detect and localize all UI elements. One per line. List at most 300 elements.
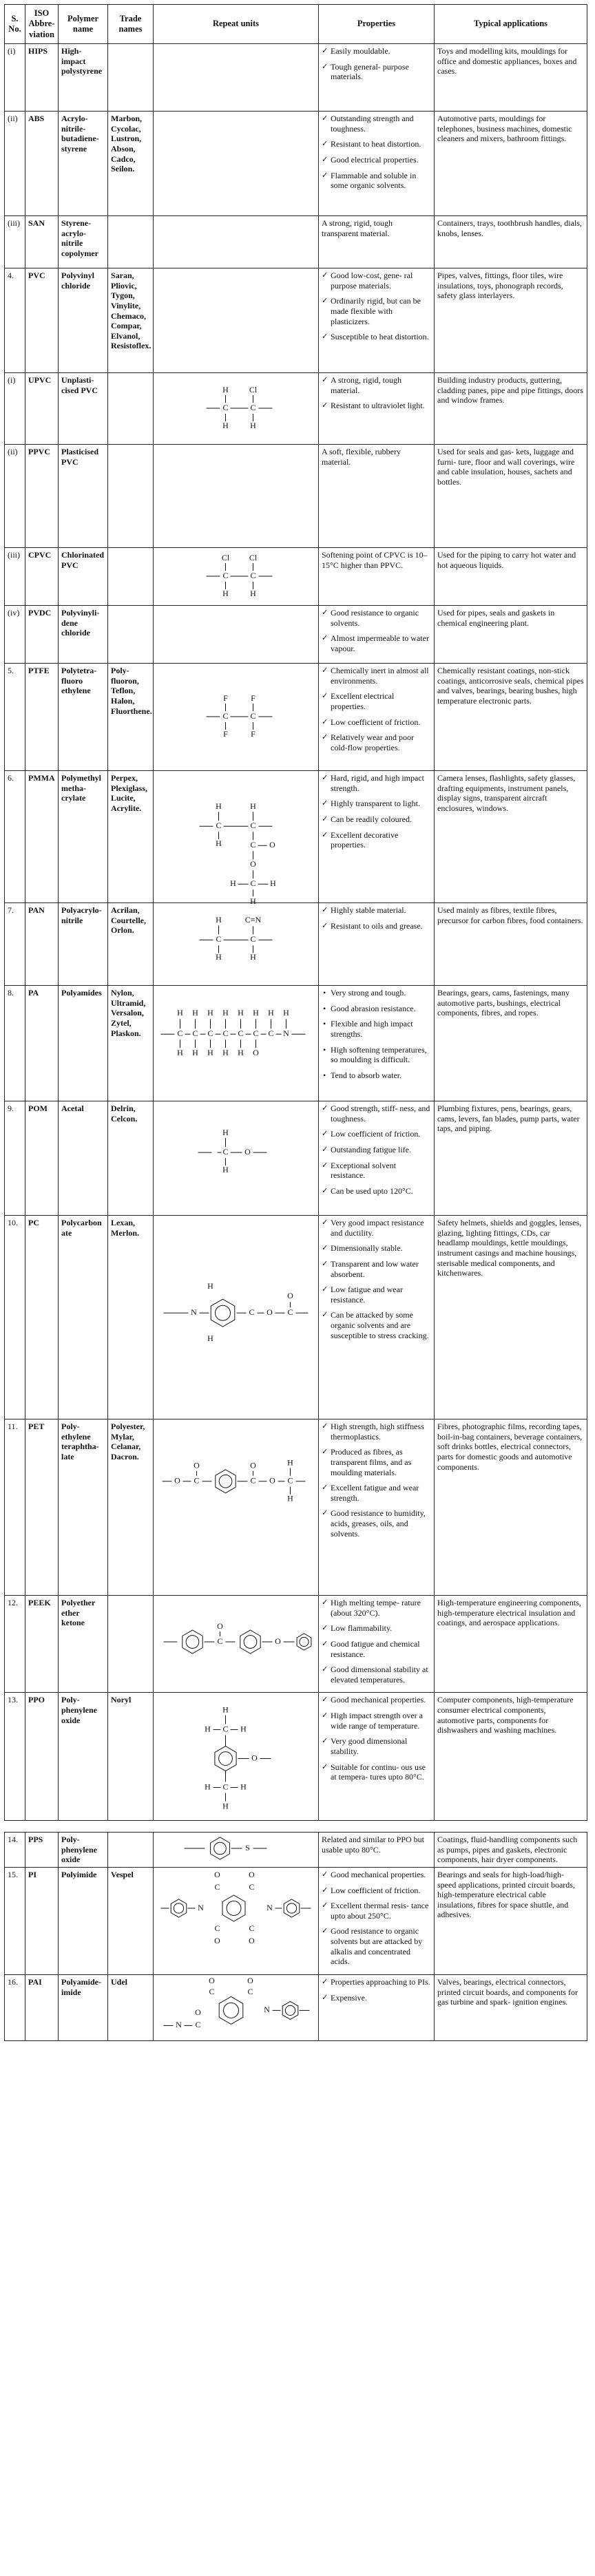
repeat-unit-cell [154, 1974, 319, 2040]
sno-cell: (iv) [5, 606, 25, 664]
table-row [5, 1693, 587, 1821]
atom-label: O [269, 1475, 275, 1486]
applications-cell: Building industry products, guttering, cladding panes, pipe and pipe fittings, doors and window frames. [435, 373, 587, 445]
properties-cell [319, 268, 435, 373]
iso-abbreviation-cell: POM [25, 1101, 59, 1216]
iso-abbreviation-cell: PPS [25, 1833, 59, 1868]
atom-label: H [238, 1007, 244, 1017]
atom-label: Cl [249, 384, 258, 394]
repeat-unit-cell [154, 986, 319, 1101]
repeat-unit-structure [156, 1695, 315, 1817]
property-item: A strong, rigid, tough transparent material. [322, 218, 393, 238]
properties-cell [319, 44, 435, 112]
repeat-unit-cell [154, 1867, 319, 1974]
carbon-atom: C [250, 570, 256, 580]
atom-label: H [222, 1801, 229, 1811]
polymer-name-cell: Polyvinyl chloride [59, 268, 108, 373]
properties-list [322, 1218, 431, 1340]
aromatic-circle [219, 1752, 233, 1766]
atom-label: Cl [249, 552, 258, 562]
properties-cell [319, 606, 435, 664]
atom-label: Cl [221, 552, 230, 562]
properties-list [322, 773, 431, 850]
nitrogen-atom: N [267, 1902, 273, 1912]
sno-cell: (ii) [5, 445, 25, 548]
sno-cell: 14. [5, 1833, 25, 1868]
benzene-ring [182, 1630, 202, 1654]
benzene-ring [219, 1996, 243, 2024]
property-item: ✓ Very good dimensional stability. [322, 1736, 431, 1756]
atom-label: H [250, 588, 256, 598]
property-item: ✓ Can be used upto 120°C. [322, 1186, 431, 1196]
atom-label: O [275, 1636, 281, 1646]
sno-cell: 4. [5, 268, 25, 373]
carbon-atom: C [250, 710, 256, 721]
property-item: • High softening temperatures, so moulding is difficult. [322, 1045, 431, 1065]
header-props: Properties [319, 5, 435, 44]
sno-cell: 12. [5, 1596, 25, 1693]
repeat-unit-cell [154, 1693, 319, 1821]
applications-cell: Safety helmets, shields and goggles, lenses, glazing, lighting fittings, CDs, car headlamp mouldings, kettle mouldings, instrument casings and machine housings, sterisable medical components, and kitchenwares. [435, 1216, 587, 1419]
aromatic-circle [214, 1842, 227, 1855]
atom-label: N [191, 1307, 197, 1317]
property-item: ✓ Good resistance to humidity, acids, greases, oils, and solvents. [322, 1508, 431, 1539]
polymer-name-cell: High- impact polystyrene [59, 44, 108, 112]
atom-label: N [176, 2020, 182, 2030]
trade-names-cell: Lexan, Merlon. [108, 1216, 154, 1419]
applications-cell: Chemically resistant coatings, non-stick coatings, anticorrosive seals, chemical pipes and valves, bearings, bearing bushes, high temperature electronic parts. [435, 664, 587, 771]
sno-cell: (iii) [5, 548, 25, 606]
aromatic-circle [227, 1901, 241, 1915]
iso-abbreviation-cell: PMMA [25, 771, 59, 903]
trade-names-cell: Perpex, Plexiglass, Lucite, Acrylite. [108, 771, 154, 903]
properties-list [322, 1870, 431, 1967]
properties-cell [319, 1693, 435, 1821]
iso-abbreviation-cell: UPVC [25, 373, 59, 445]
benzene-ring [222, 1895, 245, 1921]
trade-names-cell [108, 606, 154, 664]
carbon-atom: C [222, 1028, 229, 1038]
trade-names-cell [108, 216, 154, 268]
atom-label: H [205, 1782, 211, 1792]
property-item: ✓ Exceptional solvent resistance. [322, 1161, 431, 1181]
sno-cell: 16. [5, 1974, 25, 2040]
properties-list [322, 1977, 431, 2003]
header-trade: Trade names [108, 5, 154, 44]
properties-cell [319, 1216, 435, 1419]
atom-label: F [223, 728, 228, 739]
property-item: ✓ Low coefficient of friction. [322, 1129, 431, 1139]
property-item: ✓ Good fatigue and chemical resistance. [322, 1639, 431, 1659]
property-item: ✓ Low flammability. [322, 1623, 431, 1634]
trade-names-cell: Vespel [108, 1867, 154, 1974]
property-item: ✓ Excellent decorative properties. [322, 830, 431, 850]
property-item: ✓ A strong, rigid, tough material. [322, 375, 431, 395]
sno-cell: 6. [5, 771, 25, 903]
property-item: ✓ Hard, rigid, and high impact strength. [322, 773, 431, 793]
atom-label: O [209, 1976, 215, 1986]
atom-label: C [209, 1987, 215, 1997]
atom-label: O [247, 1976, 253, 1986]
atom-label: H [222, 588, 229, 598]
carbon-atom: C [222, 710, 229, 721]
polymer-name-cell: Polyether ether ketone [59, 1596, 108, 1693]
table-row [5, 903, 587, 986]
properties-cell [319, 1419, 435, 1596]
atom-label: H [270, 878, 276, 889]
property-item: ✓ Resistant to ultraviolet light. [322, 401, 431, 411]
carbon-atom: C [238, 1028, 244, 1038]
property-item: ✓ Good strength, stiff- ness, and toughness. [322, 1104, 431, 1123]
property-item: ✓ Very good impact resistance and ductility. [322, 1218, 431, 1238]
atom-label: H [222, 1164, 229, 1174]
property-item: ✓ Low coefficient of friction. [322, 717, 431, 728]
atom-label: H [177, 1007, 183, 1017]
properties-list [322, 608, 431, 654]
property-item: ✓ Good electrical properties. [322, 155, 431, 165]
properties-cell [319, 903, 435, 986]
trade-names-cell: Nylon, Ultramid, Versalon, Zytel, Plaskon. [108, 986, 154, 1101]
sno-cell: (i) [5, 44, 25, 112]
properties-list [322, 550, 431, 570]
properties-cell [319, 1596, 435, 1693]
property-item: ✓ Highly transparent to light. [322, 799, 431, 809]
polymer-name-cell: Poly- phenylene oxide [59, 1693, 108, 1821]
sno-cell: (i) [5, 373, 25, 445]
iso-abbreviation-cell: PTFE [25, 664, 59, 771]
atom-label: C [222, 1782, 229, 1792]
trade-names-cell [108, 44, 154, 112]
aromatic-circle [300, 1637, 309, 1646]
repeat-unit-structure [156, 1835, 315, 1862]
property-item: ✓ Easily mouldable. [322, 46, 431, 56]
iso-abbreviation-cell: ABS [25, 112, 59, 216]
properties-cell [319, 445, 435, 548]
aromatic-circle [174, 1903, 183, 1913]
applications-cell: Used for seals and gas- kets, luggage and furni- ture, floor and wall coverings, wire and cable insulation, houses, sachets and bottles. [435, 445, 587, 548]
property-item: ✓ Good mechanical properties. [322, 1695, 431, 1705]
properties-list [322, 1598, 431, 1685]
property-item: ✓ High melting tempe- rature (about 320°C). [322, 1598, 431, 1618]
polymer-table-continued [4, 1832, 587, 2041]
sulfur-atom: S [245, 1842, 250, 1852]
property-item: ✓ Outstanding strength and toughness. [322, 114, 431, 134]
repeat-unit-cell [154, 1419, 319, 1596]
polymer-name-cell: Acetal [59, 1101, 108, 1216]
polymer-name-cell: Acrylo- nitrile- butadiene- styrene [59, 112, 108, 216]
repeat-unit-structure [156, 1870, 315, 1947]
header-name: Polymer name [59, 5, 108, 44]
atom-label: N [264, 2005, 270, 2015]
repeat-unit-cell [154, 903, 319, 986]
benzene-ring [284, 1899, 300, 1917]
repeat-unit-cell [154, 216, 319, 268]
properties-cell [319, 1833, 435, 1868]
carbon-atom: C [222, 570, 229, 580]
atom-label: H [283, 1007, 289, 1017]
applications-cell: Used mainly as fibres, textile fibres, precursor for carbon fibres, food containers. [435, 903, 587, 986]
polymer-name-cell: Polyacrylo- nitrile [59, 903, 108, 986]
atom-label: H [222, 1047, 229, 1057]
carbon-atom: C [222, 1146, 229, 1157]
atom-label: H [222, 1704, 229, 1715]
property-item: ✓ Excellent thermal resis- tance upto about 250°C. [322, 1901, 431, 1921]
polymer-name-cell: Poly- phenylene oxide [59, 1833, 108, 1868]
table-row [5, 664, 587, 771]
atom-label: H [216, 801, 222, 812]
trade-names-cell [108, 1596, 154, 1693]
atom-label: H [216, 838, 222, 849]
sno-cell: 5. [5, 664, 25, 771]
trade-names-cell: Marbon, Cycolac, Lustron, Abson, Cadco, Seilon. [108, 112, 154, 216]
property-item: ✓ Good mechanical properties. [322, 1870, 431, 1880]
iso-abbreviation-cell: PPO [25, 1693, 59, 1821]
atom-label: C [217, 1636, 223, 1646]
header-repeat: Repeat units [154, 5, 319, 44]
iso-abbreviation-cell: PVDC [25, 606, 59, 664]
carbon-atom: C [250, 934, 256, 944]
nitrogen-atom: N [198, 1902, 204, 1912]
atom-label: F [251, 728, 255, 739]
iso-abbreviation-cell: SAN [25, 216, 59, 268]
property-item: ✓ Ordinarily rigid, but can be made flexible with plasticizers. [322, 296, 431, 326]
atom-label: O [249, 1935, 255, 1945]
carbon-atom: C [253, 1028, 259, 1038]
atom-label: O [214, 1935, 220, 1945]
applications-cell: Used for the piping to carry hot water and hot aqueous liquids. [435, 548, 587, 606]
iso-abbreviation-cell: PAI [25, 1974, 59, 2040]
atom-label: O [269, 840, 275, 850]
property-item: ✓ Low coefficient of friction. [322, 1886, 431, 1896]
property-item: ✓ Good resistance to organic solvents but are attacked by alkalis and concentrated acids. [322, 1926, 431, 1967]
properties-list [322, 1422, 431, 1539]
properties-cell [319, 771, 435, 903]
properties-list [322, 447, 431, 467]
aromatic-circle [244, 1636, 257, 1649]
polymer-name-cell: Styrene- acrylo- nitrile copolymer [59, 216, 108, 268]
nitrile-group: C≡N [244, 915, 262, 925]
carbon-atom: C [250, 402, 256, 412]
benzene-ring [215, 1746, 236, 1771]
polymer-table [4, 4, 587, 1821]
atom-label: O [287, 1290, 293, 1300]
atom-label: H [216, 915, 222, 925]
carbon-atom: C [192, 1028, 198, 1038]
atom-label: F [251, 693, 255, 703]
repeat-unit-cell [154, 112, 319, 216]
benzene-ring [211, 1837, 230, 1859]
iso-abbreviation-cell: PVC [25, 268, 59, 373]
atom-label: O [195, 2007, 201, 2018]
repeat-unit-cell [154, 44, 319, 112]
oxygen-atom: O [244, 1146, 251, 1157]
atom-label: C [250, 1475, 256, 1486]
table-row [5, 548, 587, 606]
aromatic-circle [286, 1903, 296, 1913]
table-row [5, 268, 587, 373]
table-row [5, 1974, 587, 2040]
table-row [5, 373, 587, 445]
table-row [5, 1833, 587, 1868]
property-item: ✓ Chemically inert in almost all environments. [322, 666, 431, 686]
trade-names-cell [108, 548, 154, 606]
trade-names-cell: Poly- fluoron, Teflon, Halon, Fluorthene. [108, 664, 154, 771]
property-item: ✓ Good resistance to organic solvents. [322, 608, 431, 628]
sno-cell: 13. [5, 1693, 25, 1821]
repeat-unit-cell [154, 606, 319, 664]
atom-label: H [268, 1007, 274, 1017]
properties-cell [319, 664, 435, 771]
polymer-name-cell: Polycarbon ate [59, 1216, 108, 1419]
table-row [5, 1596, 587, 1693]
polymer-name-cell: Unplasti- cised PVC [59, 373, 108, 445]
property-item: ✓ Highly stable material. [322, 905, 431, 916]
property-item: • Good abrasion resistance. [322, 1004, 431, 1014]
table-row [5, 44, 587, 112]
atom-label: C [214, 1881, 220, 1892]
property-item: ✓ High strength, high stiffness thermoplastics. [322, 1422, 431, 1442]
sno-cell: 9. [5, 1101, 25, 1216]
property-item: ✓ Expensive. [322, 1993, 431, 2003]
property-item: ✓ Susceptible to heat distortion. [322, 332, 431, 342]
atom-label: O [267, 1307, 273, 1317]
trade-names-cell: Polyester, Mylar, Celanar, Dacron. [108, 1419, 154, 1596]
iso-abbreviation-cell: PI [25, 1867, 59, 1974]
benzene-ring [211, 1299, 235, 1327]
atom-label: H [222, 1127, 229, 1137]
iso-abbreviation-cell: PEEK [25, 1596, 59, 1693]
atom-label: O [250, 1460, 256, 1470]
iso-abbreviation-cell: PA [25, 986, 59, 1101]
property-item: ✓ High impact strength over a wide range of temperature. [322, 1711, 431, 1731]
sno-cell: 15. [5, 1867, 25, 1974]
property-item: ✓ Can be readily coloured. [322, 814, 431, 825]
property-item: ✓ Properties approaching to PIs. [322, 1977, 431, 1987]
atom-label: H [240, 1724, 247, 1734]
repeat-unit-cell [154, 1596, 319, 1693]
repeat-unit-structure [156, 666, 315, 768]
repeat-unit-structure [156, 375, 315, 441]
repeat-unit-structure [156, 773, 315, 907]
polymer-name-cell: Polyvinyli- dene chloride [59, 606, 108, 664]
properties-cell [319, 1974, 435, 2040]
atom-label: F [223, 693, 228, 703]
header-sno: S. No. [5, 5, 25, 44]
repeat-unit-cell [154, 664, 319, 771]
polymer-name-cell: Polyamides [59, 986, 108, 1101]
atom-label: H [287, 1493, 293, 1503]
atom-label: H [177, 1047, 183, 1057]
property-item: ✓ Produced as fibres, as transparent films, and as moulding materials. [322, 1447, 431, 1477]
atom-label: O [250, 859, 256, 869]
repeat-unit-cell [154, 373, 319, 445]
benzene-ring [171, 1899, 187, 1917]
repeat-unit-structure [156, 1104, 315, 1212]
atom-label: O [217, 1620, 223, 1631]
atom-label: H [192, 1007, 198, 1017]
properties-list [322, 375, 431, 411]
atom-label: O [214, 1869, 220, 1879]
atom-label: C [195, 2020, 201, 2030]
property-item: • Flexible and high impact strengths. [322, 1019, 431, 1039]
applications-cell: Valves, bearings, electrical connectors, printed circuit boards, and components for gas turbine and spark- ignition engines. [435, 1974, 587, 2040]
aromatic-circle [216, 1305, 231, 1320]
atom-label: O [194, 1460, 200, 1470]
repeat-unit-structure [156, 1598, 315, 1686]
repeat-unit-cell [154, 1833, 319, 1868]
properties-list [322, 114, 431, 191]
carbon-atom: C [207, 1028, 213, 1038]
header-row [5, 5, 587, 44]
polymer-name-cell: Poly- ethylene teraphtha- late [59, 1419, 108, 1596]
table-row [5, 771, 587, 903]
oxygen-atom: O [251, 1753, 258, 1763]
properties-list [322, 1835, 431, 1855]
applications-cell: Fibres, photographic films, recording tapes, boil-in-bag containers, beverage containers, soft drinks bottles, electrical connectors, parts for domestic goods and automotive components. [435, 1419, 587, 1596]
iso-abbreviation-cell: HIPS [25, 44, 59, 112]
applications-cell: Used for pipes, seals and gaskets in chemical engineering plant. [435, 606, 587, 664]
atom-label: C [222, 1724, 229, 1734]
trade-names-cell [108, 445, 154, 548]
sno-cell: (ii) [5, 112, 25, 216]
benzene-ring [297, 1634, 311, 1650]
polymer-name-cell: Chlorinated PVC [59, 548, 108, 606]
applications-cell: Pipes, valves, fittings, floor tiles, wire insulations, toys, phonograph records, safety glass interlayers. [435, 268, 587, 373]
repeat-unit-cell [154, 1216, 319, 1419]
repeat-unit-structure [156, 1218, 315, 1416]
polymer-name-cell: Polytetra- fluoro ethylene [59, 664, 108, 771]
carbon-atom: C [177, 1028, 183, 1038]
property-item: ✓ Dimensionally stable. [322, 1243, 431, 1254]
atom-label: C [287, 1475, 293, 1486]
atom-label: O [249, 1869, 255, 1879]
repeat-unit-structure [156, 905, 315, 982]
atom-label: H [240, 1782, 247, 1792]
applications-cell: High-temperature engineering components, high-temperature electrical insulation and coatings, and aerospace applications. [435, 1596, 587, 1693]
repeat-unit-cell [154, 445, 319, 548]
atom-label: O [253, 1047, 259, 1057]
atom-label: H [207, 1047, 213, 1057]
atom-label: H [222, 420, 229, 430]
properties-list [322, 1104, 431, 1196]
header-apps: Typical applications [435, 5, 587, 44]
atom-label: H [250, 896, 256, 907]
atom-label: C [287, 1307, 293, 1317]
carbon-atom: C [222, 402, 229, 412]
properties-list [322, 905, 431, 931]
repeat-unit-cell [154, 548, 319, 606]
properties-list [322, 46, 431, 82]
aromatic-circle [219, 1475, 232, 1488]
polymer-name-cell: Polyimide [59, 1867, 108, 1974]
property-item: ✓ Excellent electrical properties. [322, 691, 431, 711]
atom-label: H [207, 1280, 213, 1291]
atom-label: H [222, 384, 229, 394]
table-row [5, 1101, 587, 1216]
properties-cell [319, 1101, 435, 1216]
applications-cell: Camera lenses, flashlights, safety glasses, drafting equipments, instrument panels, display signs, transparent aircraft enclosures, windows. [435, 771, 587, 903]
atom-label: H [192, 1047, 198, 1057]
iso-abbreviation-cell: PPVC [25, 445, 59, 548]
trade-names-cell [108, 373, 154, 445]
properties-list [322, 218, 431, 238]
sno-cell: 11. [5, 1419, 25, 1596]
applications-cell: Computer components, high-temperature consumer electrical components, automotive parts, components for dishwashers and washing machines. [435, 1693, 587, 1821]
properties-cell [319, 548, 435, 606]
applications-cell: Coatings, fluid-handling components such as pumps, pipes and gaskets, electronic components, hair dryer components. [435, 1833, 587, 1868]
table-row [5, 1419, 587, 1596]
repeat-unit-structure [156, 1422, 315, 1592]
